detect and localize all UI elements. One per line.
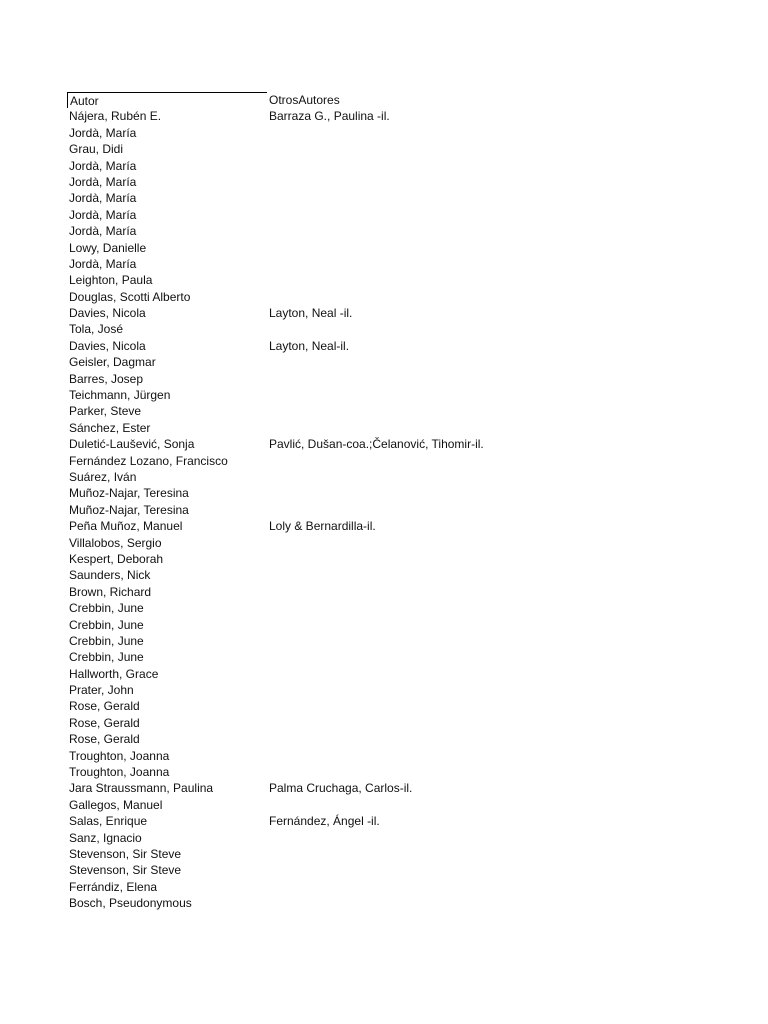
table-row — [67, 698, 667, 714]
table-row — [67, 764, 667, 780]
cell-autor[interactable]: Kespert, Deborah — [69, 551, 164, 566]
table-row — [67, 584, 667, 600]
table-row — [67, 469, 667, 485]
cell-otros-autores[interactable] — [267, 731, 667, 747]
cell-otros-autores[interactable] — [267, 240, 667, 256]
cell-otros-autores[interactable] — [267, 551, 667, 567]
table-row — [67, 502, 667, 518]
cell-otros-autores[interactable] — [267, 764, 667, 780]
cell-autor[interactable]: Jara Straussmann, Paulina — [69, 781, 214, 796]
cell-autor[interactable]: Barres, Josep — [69, 371, 144, 386]
table-row — [67, 141, 667, 157]
cell-autor[interactable]: Salas, Enrique — [69, 814, 148, 829]
cell-otros-autores[interactable] — [267, 403, 667, 419]
cell-autor[interactable]: Muñoz-Najar, Teresina — [69, 502, 189, 517]
cell-autor[interactable]: Sánchez, Ester — [69, 420, 151, 435]
cell-otros-autores[interactable] — [267, 453, 667, 469]
cell-otros-autores[interactable] — [267, 633, 667, 649]
table-row — [67, 567, 667, 583]
table-row — [67, 125, 667, 141]
cell-otros-autores[interactable] — [267, 584, 667, 600]
cell-otros-autores[interactable] — [267, 289, 667, 305]
table-row — [67, 256, 667, 272]
cell-otros-autores[interactable] — [267, 797, 667, 813]
cell-otros-autores[interactable]: Layton, Neal -il. — [269, 306, 353, 321]
table-row — [67, 305, 667, 321]
cell-otros-autores[interactable] — [267, 371, 667, 387]
cell-autor[interactable]: Leighton, Paula — [69, 273, 153, 288]
cell-otros-autores[interactable] — [267, 617, 667, 633]
table-row — [67, 223, 667, 239]
cell-autor[interactable]: Jordà, María — [69, 256, 137, 271]
cell-otros-autores[interactable]: Loly & Bernardilla-il. — [269, 519, 376, 534]
cell-autor[interactable]: Saunders, Nick — [69, 568, 151, 583]
table-row — [67, 158, 667, 174]
table-row — [67, 551, 667, 567]
cell-autor[interactable]: Lowy, Danielle — [69, 240, 147, 255]
cell-autor[interactable]: Jordà, María — [69, 207, 137, 222]
cell-otros-autores[interactable] — [267, 879, 667, 895]
table-row — [67, 731, 667, 747]
cell-autor[interactable]: Nájera, Rubén E. — [69, 109, 162, 124]
cell-autor[interactable]: Troughton, Joanna — [69, 765, 170, 780]
table-row — [67, 174, 667, 190]
cell-autor[interactable]: Crebbin, June — [69, 617, 144, 632]
header-otros-autores[interactable]: OtrosAutores — [269, 93, 340, 107]
cell-autor[interactable]: Ferrándiz, Elena — [69, 879, 158, 894]
cell-autor[interactable]: Jordà, María — [69, 174, 137, 189]
table-row — [67, 715, 667, 731]
cell-autor[interactable]: Teichmann, Jürgen — [69, 388, 171, 403]
table-row — [67, 535, 667, 551]
cell-otros-autores[interactable] — [267, 682, 667, 698]
table-row — [67, 207, 667, 223]
cell-otros-autores[interactable] — [267, 420, 667, 436]
cell-autor[interactable]: Tola, José — [69, 322, 124, 337]
table-row — [67, 289, 667, 305]
cell-otros-autores[interactable] — [267, 895, 667, 911]
cell-autor[interactable]: Hallworth, Grace — [69, 666, 159, 681]
table-row — [67, 895, 667, 911]
cell-autor[interactable]: Rose, Gerald — [69, 715, 140, 730]
table-row — [67, 649, 667, 665]
cell-otros-autores[interactable] — [267, 354, 667, 370]
cell-otros-autores[interactable] — [267, 846, 667, 862]
table-row — [67, 813, 667, 829]
cell-otros-autores[interactable] — [267, 158, 667, 174]
cell-otros-autores[interactable] — [267, 272, 667, 288]
cell-autor[interactable]: Davies, Nicola — [69, 306, 146, 321]
table-row — [67, 453, 667, 469]
table-row — [67, 240, 667, 256]
cell-otros-autores[interactable] — [267, 207, 667, 223]
cell-autor[interactable]: Douglas, Scotti Alberto — [69, 289, 191, 304]
cell-autor[interactable]: Crebbin, June — [69, 601, 144, 616]
cell-otros-autores[interactable] — [267, 190, 667, 206]
cell-autor[interactable]: Villalobos, Sergio — [69, 535, 162, 550]
table-row — [67, 780, 667, 796]
table-row — [67, 108, 667, 124]
cell-autor[interactable]: Rose, Gerald — [69, 699, 140, 714]
table-row — [67, 485, 667, 501]
table-row — [67, 830, 667, 846]
cell-autor[interactable]: Duletić-Laušević, Sonja — [69, 437, 195, 452]
table-row — [67, 403, 667, 419]
cell-otros-autores[interactable] — [267, 649, 667, 665]
cell-otros-autores[interactable] — [267, 830, 667, 846]
table-row — [67, 387, 667, 403]
cell-otros-autores[interactable]: Barraza G., Paulina -il. — [269, 109, 390, 124]
cell-otros-autores[interactable] — [267, 174, 667, 190]
cell-otros-autores[interactable] — [267, 256, 667, 272]
cell-autor[interactable]: Rose, Gerald — [69, 732, 140, 747]
cell-otros-autores[interactable] — [267, 748, 667, 764]
cell-autor[interactable]: Troughton, Joanna — [69, 748, 170, 763]
cell-otros-autores[interactable]: Layton, Neal-il. — [269, 338, 350, 353]
cell-otros-autores[interactable] — [267, 223, 667, 239]
cell-otros-autores[interactable] — [267, 502, 667, 518]
cell-autor[interactable]: Crebbin, June — [69, 650, 144, 665]
cell-autor[interactable]: Davies, Nicola — [69, 338, 146, 353]
table-row — [67, 518, 667, 534]
cell-autor[interactable]: Parker, Steve — [69, 404, 142, 419]
cell-otros-autores[interactable] — [267, 698, 667, 714]
cell-autor[interactable]: Peña Muñoz, Manuel — [69, 519, 183, 534]
cell-autor[interactable]: Sanz, Ignacio — [69, 830, 142, 845]
cell-otros-autores[interactable] — [267, 862, 667, 878]
cell-autor[interactable]: Brown, Richard — [69, 584, 152, 599]
table-row — [67, 338, 667, 354]
cell-autor[interactable]: Jordà, María — [69, 224, 137, 239]
cell-otros-autores[interactable] — [267, 666, 667, 682]
cell-otros-autores[interactable]: Pavlić, Dušan-coa.;Čelanović, Tihomir-il. — [269, 437, 484, 452]
table-row — [67, 666, 667, 682]
cell-otros-autores[interactable] — [267, 535, 667, 551]
cell-otros-autores[interactable]: Fernández, Ángel -il. — [269, 814, 380, 829]
cell-autor[interactable]: Prater, John — [69, 683, 134, 698]
cell-otros-autores[interactable] — [267, 469, 667, 485]
cell-autor[interactable]: Jordà, María — [69, 158, 137, 173]
cell-otros-autores[interactable] — [267, 141, 667, 157]
cell-autor[interactable]: Muñoz-Najar, Teresina — [69, 486, 189, 501]
cell-otros-autores[interactable]: Palma Cruchaga, Carlos-il. — [269, 781, 413, 796]
table-row — [67, 190, 667, 206]
table-row — [67, 272, 667, 288]
cell-otros-autores[interactable] — [267, 485, 667, 501]
table-row — [67, 420, 667, 436]
table-body — [67, 108, 667, 911]
cell-otros-autores[interactable] — [267, 567, 667, 583]
cell-autor[interactable]: Crebbin, June — [69, 633, 144, 648]
table-row — [67, 846, 667, 862]
cell-autor[interactable]: Gallegos, Manuel — [69, 797, 163, 812]
cell-otros-autores[interactable] — [267, 321, 667, 337]
spreadsheet-table — [67, 92, 667, 912]
cell-autor[interactable]: Jordà, María — [69, 125, 137, 140]
cell-otros-autores[interactable] — [267, 125, 667, 141]
cell-otros-autores[interactable] — [267, 387, 667, 403]
cell-autor[interactable]: Stevenson, Sir Steve — [69, 846, 182, 861]
table-row — [67, 600, 667, 616]
cell-autor[interactable]: Suárez, Iván — [69, 469, 137, 484]
cell-autor[interactable]: Bosch, Pseudonymous — [69, 896, 192, 911]
cell-autor[interactable]: Fernández Lozano, Francisco — [69, 453, 228, 468]
table-row — [67, 321, 667, 337]
table-row — [67, 633, 667, 649]
table-row — [67, 354, 667, 370]
header-row — [67, 92, 667, 108]
cell-autor[interactable]: Geisler, Dagmar — [69, 355, 156, 370]
table-row — [67, 797, 667, 813]
table-row — [67, 879, 667, 895]
table-row — [67, 617, 667, 633]
table-row — [67, 682, 667, 698]
table-row — [67, 862, 667, 878]
cell-autor[interactable]: Grau, Didi — [69, 142, 124, 157]
cell-otros-autores[interactable] — [267, 600, 667, 616]
header-autor[interactable]: Autor — [67, 92, 267, 108]
cell-otros-autores[interactable] — [267, 715, 667, 731]
cell-autor[interactable]: Jordà, María — [69, 191, 137, 206]
table-row — [67, 748, 667, 764]
cell-autor[interactable]: Stevenson, Sir Steve — [69, 863, 182, 878]
table-row — [67, 436, 667, 452]
table-row — [67, 371, 667, 387]
